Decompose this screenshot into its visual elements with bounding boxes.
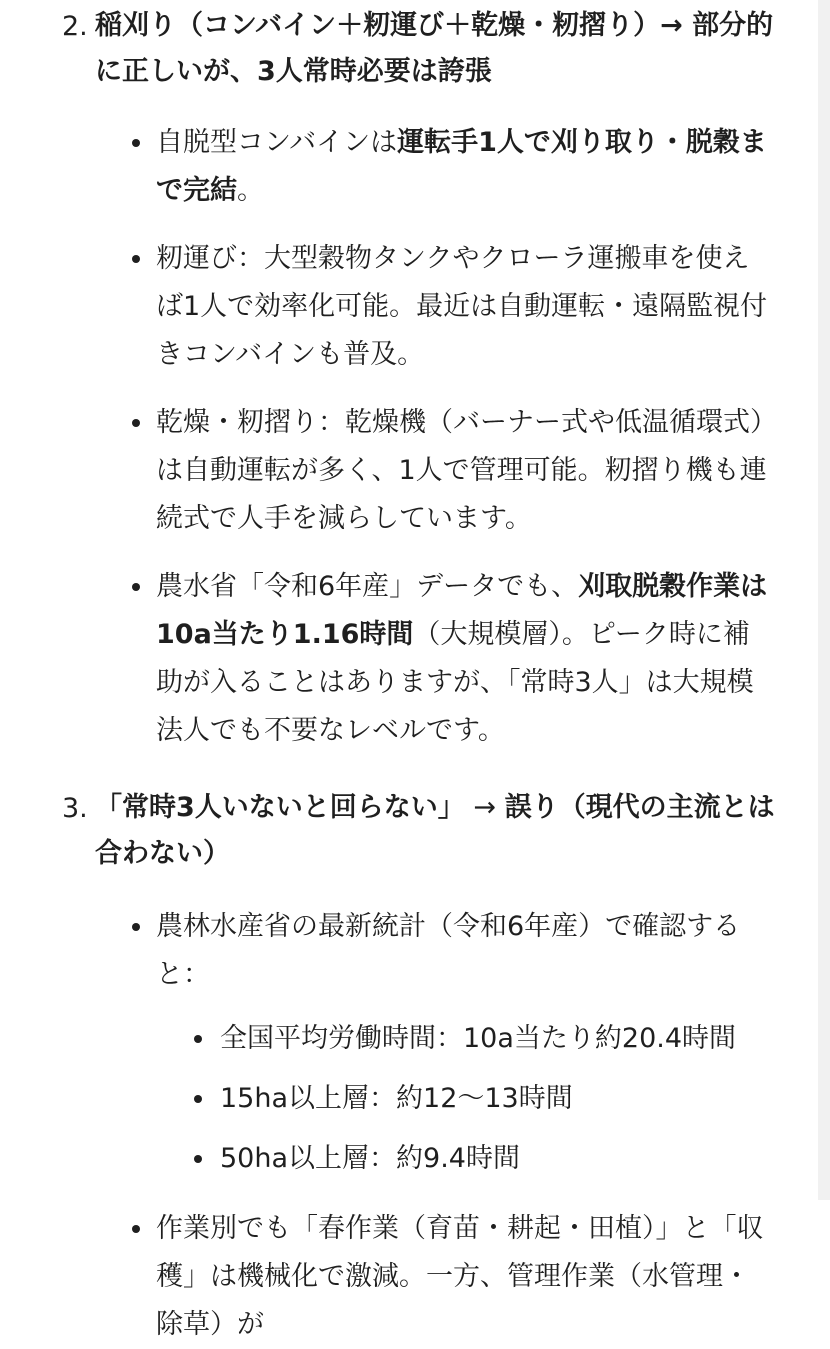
list-item-3 [0, 785, 812, 1349]
list-item [0, 1205, 812, 1349]
bullet-text: 作業別でも「春作業（育苗・耕起・田植）」と「収穫」は機械化で激減。一方、管理作業（水管理・除草）が [156, 1213, 764, 1340]
sub-bullet-text: 50ha以上層：約9.4時間 [220, 1143, 520, 1174]
list-item-2 [0, 3, 812, 755]
bullet-text: 。 [237, 175, 264, 206]
bullet-icon [132, 583, 140, 591]
bullet-text: 籾運び：大型穀物タンクやクローラ運搬車を使えば1人で効率化可能。最近は自動運転・遠隔監視付きコンバインも普及。 [156, 243, 768, 370]
bullet-bold-text: 刈取脱穀作業は10a当たり1.16時間 [156, 571, 768, 650]
sub-bullet-text: 全国平均労働時間：10a当たり約20.4時間 [220, 1023, 737, 1054]
bullet-icon [132, 1225, 140, 1233]
bullet-icon [132, 139, 140, 147]
bullet-list [0, 119, 812, 755]
list-item [0, 563, 812, 755]
bullet-icon [132, 923, 140, 931]
sub-list-item [0, 1015, 812, 1063]
item-heading [0, 785, 812, 877]
bullet-text: （大規模層）。ピーク時に補助が入ることはありますが、「常時3人」は大規模法人でも不要なレベルです。 [156, 619, 754, 746]
list-item [0, 399, 812, 543]
item-heading [0, 3, 812, 95]
sub-bullet-text: 15ha以上層：約12〜13時間 [220, 1083, 573, 1114]
heading-text: 稲刈り（コンバイン＋籾運び＋乾燥・籾摺り）→ 部分的に正しいが、3人常時必要は誇張 [95, 10, 774, 87]
bullet-list [0, 903, 812, 1349]
list-number: 2. [62, 11, 88, 42]
list-item [0, 903, 812, 1183]
bullet-icon [194, 1035, 202, 1043]
bullet-text: 農林水産省の最新統計（令和6年産）で確認すると： [156, 911, 741, 990]
bullet-icon [132, 255, 140, 263]
bullet-text: 農水省「令和6年産」データでも、 [156, 571, 579, 602]
bullet-text: 乾燥・籾摺り：乾燥機（バーナー式や低温循環式）は自動運転が多く、1人で管理可能。籾摺り機も連続式で人手を減らしています。 [156, 407, 767, 534]
bullet-icon [194, 1095, 202, 1103]
list-item [0, 119, 812, 215]
sub-list-item [0, 1075, 812, 1123]
bullet-icon [132, 419, 140, 427]
bullet-bold-text: 運転手1人で刈り取り・脱穀まで完結 [156, 127, 767, 206]
sub-list-item [0, 1135, 812, 1183]
bullet-icon [194, 1155, 202, 1163]
bullet-text: 自脱型コンバインは [156, 127, 398, 158]
heading-arrow-text: → [464, 792, 505, 823]
list-item [0, 235, 812, 379]
heading-bold-text: 誤り（現代の主流とは合わない） [95, 792, 775, 869]
list-number: 3. [62, 793, 88, 824]
heading-bold-text: 「常時3人いないと回らない」 [95, 792, 465, 823]
scrollbar-track[interactable] [818, 0, 830, 1200]
sub-bullet-list [0, 1015, 812, 1183]
